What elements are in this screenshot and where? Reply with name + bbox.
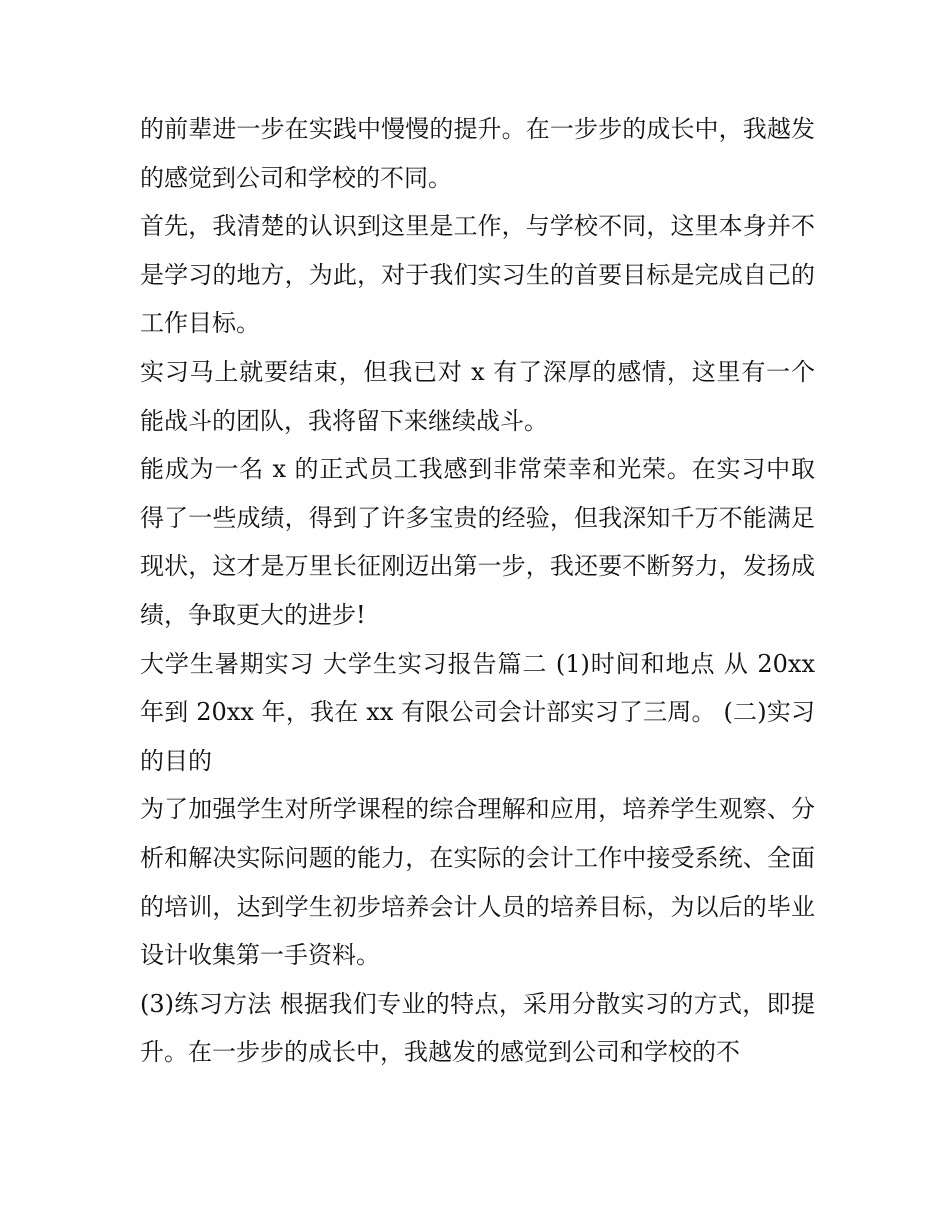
paragraph-2: 首先，我清楚的认识到这里是工作，与学校不同，这里本身并不是学习的地方，为此，对于我们实习生的首要目标是完成自己的工作目标。 xyxy=(140,212,815,338)
paragraph-7: (3)练习方法 根据我们专业的特点，采用分散实习的方式，即提升。在一步步的成长中，我越发的感觉到公司和学校的不 xyxy=(140,989,815,1067)
paragraph-5: 大学生暑期实习 大学生实习报告篇二 (1)时间和地点 从 20xx 年到 20xx 年，我在 xx 有限公司会计部实习了三周。 (二)实习的目的 xyxy=(140,649,815,775)
paragraph-3: 实习马上就要结束，但我已对 x 有了深厚的感情，这里有一个能战斗的团队，我将留下来继续战斗。 xyxy=(140,357,815,435)
paragraph-4: 能成为一名 x 的正式员工我感到非常荣幸和光荣。在实习中取得了一些成绩，得到了许多宝贵的经验，但我深知千万不能满足现状，这才是万里长征刚迈出第一步，我还要不断努力，发扬成绩，争取更大的进步! xyxy=(140,455,815,629)
paragraph-6: 为了加强学生对所学课程的综合理解和应用，培养学生观察、分析和解决实际问题的能力，在实际的会计工作中接受系统、全面的培训，达到学生初步培养会计人员的培养目标，为以后的毕业设计收集第一手资料。 xyxy=(140,795,815,970)
document-body xyxy=(140,105,815,1077)
paragraph-1: 的前辈进一步在实践中慢慢的提升。在一步步的成长中，我越发的感觉到公司和学校的不同。 xyxy=(140,115,815,192)
